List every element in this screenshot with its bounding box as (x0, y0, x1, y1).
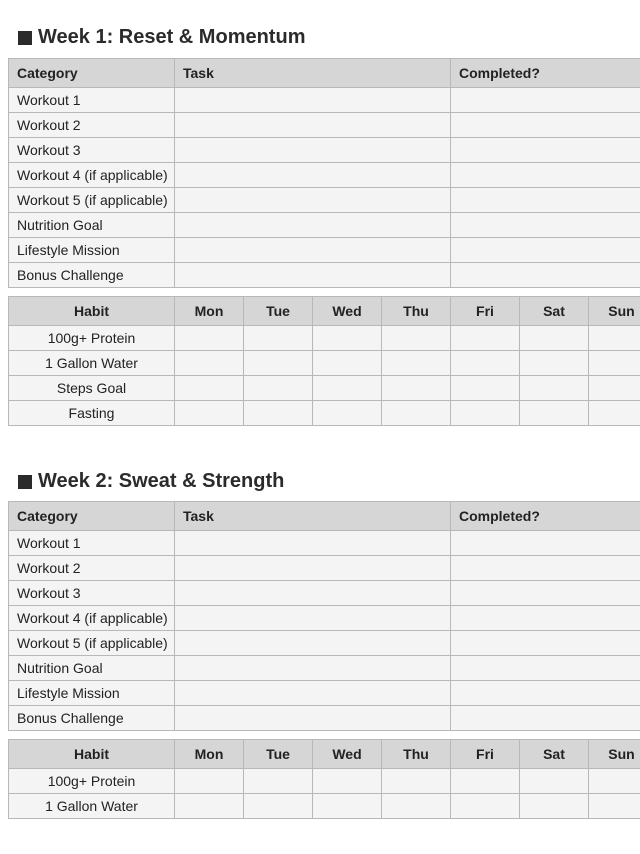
completed-header: Completed? (451, 59, 640, 88)
day-cell[interactable] (382, 794, 451, 819)
habit-cell: 1 Gallon Water (9, 351, 175, 376)
task-cell[interactable] (175, 681, 451, 706)
table-row (9, 631, 640, 656)
completed-cell[interactable] (451, 631, 640, 656)
week-1-task-table (8, 58, 640, 288)
task-cell[interactable] (175, 88, 451, 113)
day-cell[interactable] (589, 376, 640, 401)
completed-header: Completed? (451, 502, 640, 531)
habit-cell: 1 Gallon Water (9, 794, 175, 819)
category-cell: Nutrition Goal (9, 213, 175, 238)
table-row (9, 263, 640, 288)
day-header: Thu (382, 297, 451, 326)
day-cell[interactable] (451, 794, 520, 819)
table-row (9, 556, 640, 581)
completed-cell[interactable] (451, 88, 640, 113)
completed-cell[interactable] (451, 681, 640, 706)
completed-cell[interactable] (451, 531, 640, 556)
day-cell[interactable] (313, 351, 382, 376)
day-header: Wed (313, 740, 382, 769)
task-header: Task (175, 502, 451, 531)
day-cell[interactable] (313, 376, 382, 401)
day-header: Tue (244, 297, 313, 326)
task-table-header (9, 59, 640, 88)
task-cell[interactable] (175, 213, 451, 238)
category-cell: Bonus Challenge (9, 706, 175, 731)
task-cell[interactable] (175, 138, 451, 163)
table-row (9, 351, 640, 376)
table-row (9, 769, 640, 794)
category-cell: Workout 3 (9, 581, 175, 606)
week-2-title-text: Week 2: Sweat & Strength (38, 470, 285, 492)
category-cell: Workout 2 (9, 556, 175, 581)
table-row (9, 188, 640, 213)
completed-cell[interactable] (451, 581, 640, 606)
completed-cell[interactable] (451, 606, 640, 631)
day-cell[interactable] (520, 794, 589, 819)
completed-cell[interactable] (451, 556, 640, 581)
day-cell[interactable] (520, 401, 589, 426)
task-cell[interactable] (175, 606, 451, 631)
table-row (9, 581, 640, 606)
completed-cell[interactable] (451, 163, 640, 188)
task-cell[interactable] (175, 631, 451, 656)
completed-cell[interactable] (451, 188, 640, 213)
week-2-task-table (8, 501, 640, 731)
completed-cell[interactable] (451, 238, 640, 263)
habit-header: Habit (9, 297, 175, 326)
day-header: Mon (175, 740, 244, 769)
day-cell[interactable] (451, 326, 520, 351)
day-cell[interactable] (382, 351, 451, 376)
table-row (9, 681, 640, 706)
habit-cell: Fasting (9, 401, 175, 426)
day-cell[interactable] (175, 351, 244, 376)
table-row (9, 213, 640, 238)
table-row (9, 531, 640, 556)
week-2-title (18, 470, 284, 493)
day-header: Sat (520, 297, 589, 326)
task-table-header (9, 502, 640, 531)
task-header: Task (175, 59, 451, 88)
table-row (9, 376, 640, 401)
day-cell[interactable] (244, 401, 313, 426)
table-row (9, 113, 640, 138)
day-cell[interactable] (589, 351, 640, 376)
table-row (9, 138, 640, 163)
day-header: Wed (313, 297, 382, 326)
table-row (9, 794, 640, 819)
table-row (9, 238, 640, 263)
completed-cell[interactable] (451, 138, 640, 163)
completed-cell[interactable] (451, 213, 640, 238)
category-cell: Workout 2 (9, 113, 175, 138)
day-cell[interactable] (244, 351, 313, 376)
category-cell: Lifestyle Mission (9, 238, 175, 263)
table-row (9, 606, 640, 631)
task-cell[interactable] (175, 531, 451, 556)
category-cell: Lifestyle Mission (9, 681, 175, 706)
week-1-habit-table (8, 296, 640, 426)
day-cell[interactable] (313, 326, 382, 351)
day-cell[interactable] (520, 351, 589, 376)
category-cell: Workout 1 (9, 531, 175, 556)
category-cell: Workout 4 (if applicable) (9, 163, 175, 188)
day-cell[interactable] (589, 794, 640, 819)
category-header: Category (9, 502, 175, 531)
category-cell: Workout 1 (9, 88, 175, 113)
habit-cell: 100g+ Protein (9, 326, 175, 351)
day-cell[interactable] (520, 376, 589, 401)
table-row (9, 706, 640, 731)
task-cell[interactable] (175, 188, 451, 213)
day-cell[interactable] (175, 401, 244, 426)
task-cell[interactable] (175, 656, 451, 681)
square-bullet-icon (18, 31, 32, 45)
category-cell: Workout 3 (9, 138, 175, 163)
day-header: Sun (589, 740, 640, 769)
day-cell[interactable] (175, 794, 244, 819)
day-cell[interactable] (589, 326, 640, 351)
square-bullet-icon (18, 475, 32, 489)
completed-cell[interactable] (451, 263, 640, 288)
day-header: Sat (520, 740, 589, 769)
habit-header: Habit (9, 740, 175, 769)
task-cell[interactable] (175, 238, 451, 263)
day-cell[interactable] (451, 401, 520, 426)
week-2-habit-table (8, 739, 640, 819)
week-1-title (18, 26, 305, 49)
day-cell[interactable] (244, 794, 313, 819)
day-cell[interactable] (589, 401, 640, 426)
task-cell[interactable] (175, 163, 451, 188)
category-cell: Bonus Challenge (9, 263, 175, 288)
day-header: Sun (589, 297, 640, 326)
day-header: Fri (451, 297, 520, 326)
task-cell[interactable] (175, 706, 451, 731)
day-cell[interactable] (244, 376, 313, 401)
habit-table-header (9, 297, 640, 326)
day-cell[interactable] (313, 769, 382, 794)
completed-cell[interactable] (451, 656, 640, 681)
day-cell[interactable] (520, 769, 589, 794)
habit-cell: Steps Goal (9, 376, 175, 401)
day-cell[interactable] (313, 794, 382, 819)
category-header: Category (9, 59, 175, 88)
day-cell[interactable] (451, 351, 520, 376)
day-cell[interactable] (382, 326, 451, 351)
table-row (9, 163, 640, 188)
task-cell[interactable] (175, 556, 451, 581)
day-cell[interactable] (451, 769, 520, 794)
day-cell[interactable] (520, 326, 589, 351)
day-header: Fri (451, 740, 520, 769)
day-cell[interactable] (589, 769, 640, 794)
day-header: Thu (382, 740, 451, 769)
task-cell[interactable] (175, 263, 451, 288)
table-row (9, 326, 640, 351)
category-cell: Nutrition Goal (9, 656, 175, 681)
category-cell: Workout 5 (if applicable) (9, 188, 175, 213)
table-row (9, 401, 640, 426)
day-cell[interactable] (451, 376, 520, 401)
table-row (9, 88, 640, 113)
day-cell[interactable] (313, 401, 382, 426)
day-cell[interactable] (175, 326, 244, 351)
completed-cell[interactable] (451, 706, 640, 731)
day-cell[interactable] (175, 769, 244, 794)
task-cell[interactable] (175, 581, 451, 606)
day-cell[interactable] (382, 401, 451, 426)
category-cell: Workout 4 (if applicable) (9, 606, 175, 631)
day-cell[interactable] (382, 376, 451, 401)
completed-cell[interactable] (451, 113, 640, 138)
table-row (9, 656, 640, 681)
habit-table-header (9, 740, 640, 769)
category-cell: Workout 5 (if applicable) (9, 631, 175, 656)
day-header: Tue (244, 740, 313, 769)
day-cell[interactable] (175, 376, 244, 401)
day-header: Mon (175, 297, 244, 326)
week-1-title-text: Week 1: Reset & Momentum (38, 26, 306, 48)
day-cell[interactable] (382, 769, 451, 794)
day-cell[interactable] (244, 326, 313, 351)
day-cell[interactable] (244, 769, 313, 794)
task-cell[interactable] (175, 113, 451, 138)
habit-cell: 100g+ Protein (9, 769, 175, 794)
